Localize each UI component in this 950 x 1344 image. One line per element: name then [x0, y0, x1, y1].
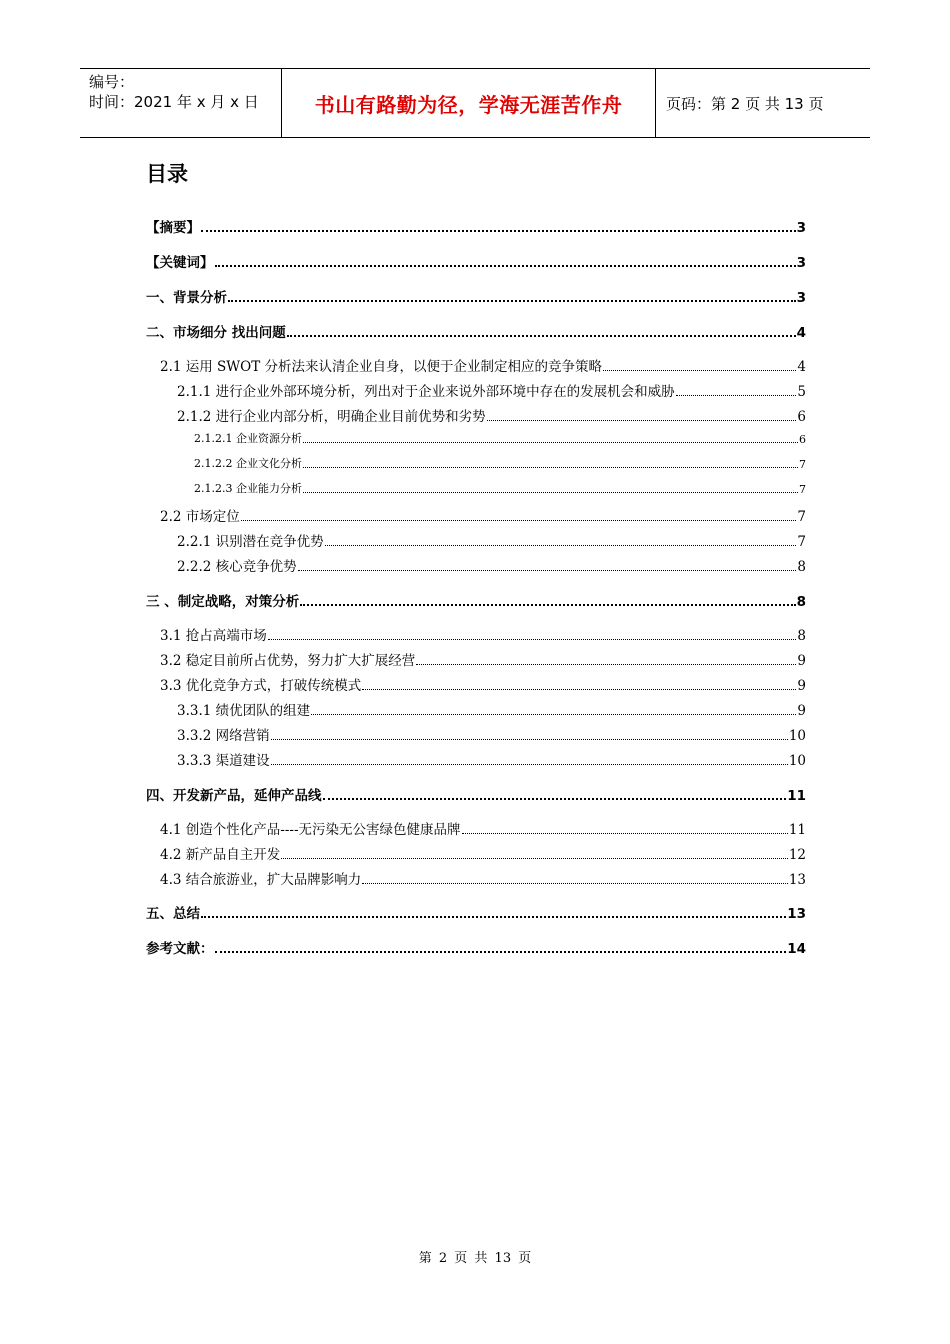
toc-entry-title: 【关键词】: [146, 255, 214, 271]
toc-entry-page: 13: [788, 872, 806, 888]
toc-dot-leader: [311, 714, 796, 715]
toc-entry[interactable]: [160, 624, 806, 644]
toc-entry[interactable]: [160, 355, 806, 375]
toc-dot-leader: [228, 300, 796, 302]
toc-entry[interactable]: [177, 699, 806, 719]
toc-dot-leader: [603, 370, 796, 371]
toc-entry-title: 五、总结: [146, 906, 200, 922]
toc-entry-title: 3.1 抢占高端市场: [160, 628, 267, 644]
toc-entry-page: 5: [797, 384, 806, 400]
toc-dot-leader: [487, 420, 797, 421]
toc-entry-title: 2.2 市场定位: [160, 509, 240, 525]
toc-dot-leader: [416, 664, 796, 665]
toc-entry-title: 参考文献：: [146, 941, 214, 957]
toc-dot-leader: [241, 520, 797, 521]
header-meta: [80, 69, 281, 137]
toc-entry[interactable]: [146, 321, 806, 341]
toc-entry-title: 四、开发新产品，延伸产品线: [146, 788, 322, 804]
toc-entry-page: 6: [797, 409, 806, 425]
toc-dot-leader: [287, 335, 796, 337]
toc-entry-title: 3.3.1 绩优团队的组建: [177, 703, 311, 719]
toc-dot-leader: [298, 570, 797, 571]
toc-entry-title: 2.1 运用 SWOT 分析法来认清企业自身，以便于企业制定相应的竞争策略: [160, 359, 603, 375]
toc-dot-leader: [362, 689, 796, 690]
toc-entry[interactable]: [146, 590, 806, 610]
toc-entry-page: 9: [797, 703, 806, 719]
toc-dot-leader: [303, 492, 798, 493]
toc-entry-title: 2.2.1 识别潜在竞争优势: [177, 534, 324, 550]
toc-entry-page: 7: [799, 483, 806, 496]
toc-entry[interactable]: [194, 430, 806, 446]
toc-entry[interactable]: [177, 749, 806, 769]
toc-dot-leader: [271, 764, 788, 765]
toc-entry-page: 9: [797, 678, 806, 694]
toc-dot-leader: [281, 858, 788, 859]
toc-entry-page: 4: [796, 325, 806, 341]
toc-dot-leader: [325, 545, 797, 546]
toc-entry-page: 3: [796, 290, 806, 306]
toc-entry-title: 二、市场细分 找出问题: [146, 325, 286, 341]
toc-entry-title: 2.1.2.2 企业文化分析: [194, 457, 302, 470]
toc-entry[interactable]: [160, 649, 806, 669]
toc-entry-page: 10: [788, 753, 806, 769]
toc-entry-page: 4: [797, 359, 806, 375]
toc-entry-page: 14: [787, 941, 806, 957]
toc-entry-title: 2.1.1 进行企业外部环境分析，列出对于企业来说外部环境中存在的发展机会和威胁: [177, 384, 675, 400]
toc-entry[interactable]: [146, 937, 806, 957]
toc-entry-page: 12: [788, 847, 806, 863]
toc-entry[interactable]: [177, 380, 806, 400]
toc-entry-title: 4.3 结合旅游业，扩大品牌影响力: [160, 872, 362, 888]
header-time-label: 时间：2021 年 x 月 x 日: [89, 93, 259, 111]
toc-dot-leader: [362, 883, 788, 884]
toc-entry-page: 7: [799, 458, 806, 471]
page-footer: 第 2 页 共 13 页: [418, 1251, 532, 1266]
toc-entry-title: 3.2 稳定目前所占优势，努力扩大扩展经营: [160, 653, 416, 669]
toc-entry-title: 2.1.2.3 企业能力分析: [194, 482, 302, 495]
toc-entry[interactable]: [194, 455, 806, 471]
toc-entry[interactable]: [194, 480, 806, 496]
toc-entry-title: 3.3 优化竞争方式，打破传统模式: [160, 678, 362, 694]
toc-entry-title: 三 、制定战略，对策分析: [146, 594, 300, 610]
header-motto: 书山有路勤为径，学海无涯苦作舟: [281, 69, 656, 137]
toc-entry-page: 7: [797, 534, 806, 550]
toc-dot-leader: [268, 639, 797, 640]
toc-entry[interactable]: [146, 902, 806, 922]
toc-entry[interactable]: [146, 216, 806, 236]
toc-entry-page: 3: [796, 255, 806, 271]
toc-dot-leader: [303, 442, 798, 443]
toc-entry[interactable]: [160, 868, 806, 888]
toc-entry-title: 2.1.2.1 企业资源分析: [194, 432, 302, 445]
toc-entry[interactable]: [160, 818, 806, 838]
toc-entry-page: 9: [797, 653, 806, 669]
toc-entry[interactable]: [146, 251, 806, 271]
header-page-info: 页码：第 2 页 共 13 页: [666, 94, 824, 113]
toc-entry-page: 11: [788, 822, 806, 838]
toc-dot-leader: [323, 798, 787, 800]
toc-dot-leader: [676, 395, 797, 396]
toc-entry-title: 3.3.2 网络营销: [177, 728, 270, 744]
toc-entry-page: 13: [787, 906, 806, 922]
toc-entry-title: 4.2 新产品自主开发: [160, 847, 281, 863]
toc-entry-title: 4.1 创造个性化产品----无污染无公害绿色健康品牌: [160, 822, 461, 838]
toc-dot-leader: [201, 916, 786, 918]
header-number-label: 编号：: [89, 73, 135, 91]
toc-entry[interactable]: [146, 784, 806, 804]
toc-entry-page: 7: [797, 509, 806, 525]
toc-entry-page: 8: [797, 559, 806, 575]
toc-entry[interactable]: [177, 405, 806, 425]
toc-entry-page: 8: [796, 594, 806, 610]
toc-dot-leader: [215, 951, 787, 953]
toc-dot-leader: [271, 739, 788, 740]
toc-entry-title: 3.3.3 渠道建设: [177, 753, 270, 769]
toc-entry[interactable]: [160, 505, 806, 525]
toc-dot-leader: [303, 467, 798, 468]
toc-entry[interactable]: [177, 724, 806, 744]
toc-entry-title: 2.2.2 核心竞争优势: [177, 559, 297, 575]
toc-entry[interactable]: [177, 530, 806, 550]
toc-entry-title: 2.1.2 进行企业内部分析，明确企业目前优势和劣势: [177, 409, 486, 425]
toc-entry[interactable]: [146, 286, 806, 306]
toc-entry-page: 3: [796, 220, 806, 236]
toc-title: 目录: [146, 162, 188, 186]
toc-entry[interactable]: [177, 555, 806, 575]
toc-entry-title: 【摘要】: [146, 220, 200, 236]
toc-dot-leader: [215, 265, 796, 267]
toc-dot-leader: [462, 833, 788, 834]
toc-entry-page: 10: [788, 728, 806, 744]
toc-entry-page: 8: [797, 628, 806, 644]
toc-entry-page: 6: [799, 433, 806, 446]
toc-entry[interactable]: [160, 674, 806, 694]
page-header: [80, 68, 870, 138]
toc-entry-title: 一、背景分析: [146, 290, 227, 306]
toc-dot-leader: [300, 604, 795, 606]
toc-dot-leader: [201, 230, 796, 232]
toc-entry-page: 11: [787, 788, 806, 804]
toc-entry[interactable]: [160, 843, 806, 863]
